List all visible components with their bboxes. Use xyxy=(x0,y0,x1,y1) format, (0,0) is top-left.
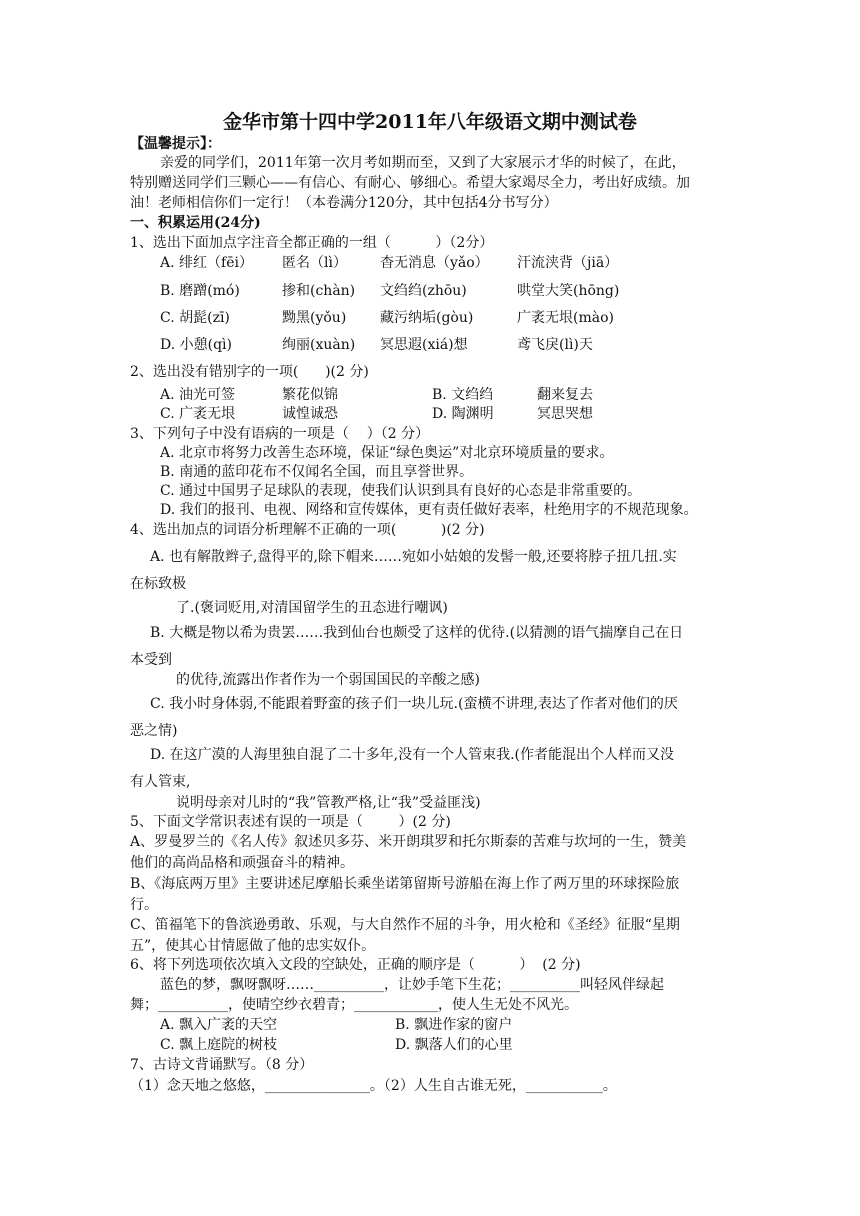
q4-line: D. 在这广漠的人海里独自混了二十多年,没有一个人管束我.(作者能混出个人样而又没 xyxy=(150,747,674,763)
q1-option: 藏污纳垢(gòu) xyxy=(380,310,474,326)
question-7-stem: 7、古诗文背诵默写。（8 分） xyxy=(130,1057,314,1073)
q1-option: 掺和(chàn) xyxy=(282,283,356,299)
q5-line: A、罗曼罗兰的《名人传》叙述贝多芬、米开朗琪罗和托尔斯泰的苦难与坎坷的一生，赞美 xyxy=(130,834,687,850)
q2-option: B. 文绉绉 xyxy=(432,387,494,403)
tip-line: 油！老师相信你们一定行！（本卷满分120分，其中包括4分书写分） xyxy=(130,195,558,211)
q2-option: D. 陶渊明 xyxy=(432,406,494,422)
q3-option: A. 北京市将努力改善生态环境，保证“绿色奥运”对北京环境质量的要求。 xyxy=(160,445,614,461)
q4-line: 的优待,流露出作者作为一个弱国国民的辛酸之感) xyxy=(176,672,480,688)
q4-line: A. 也有解散辫子,盘得平的,除下帽来……宛如小姑娘的发髻一般,还要将脖子扭几扭.实 xyxy=(150,549,677,565)
q1-option: B. 磨蹭(mó) xyxy=(160,283,240,299)
q5-line: 五”，使其心甘情愿做了他的忠实奴仆。 xyxy=(130,938,376,954)
q6-passage: 舞；__________，使晴空纱衣碧青；____________，使人生无处不风光。 xyxy=(130,997,578,1013)
q6-passage: 蓝色的梦，飘呀飘呀……__________，让妙手笔下生花；__________叫轻风伴绿起 xyxy=(160,977,664,993)
q5-line: B、《海底两万里》主要讲述尼摩船长乘坐诺第留斯号游船在海上作了两万里的环球探险旅 xyxy=(130,876,680,892)
q4-line: 在标致极 xyxy=(130,576,186,592)
q2-option: A. 油光可签 xyxy=(160,387,236,403)
q1-option: 哄堂大笑(hōng) xyxy=(517,283,620,299)
question-5-stem: 5、下面文学常识表述有误的一项是（ ）(2 分) xyxy=(130,814,451,830)
q2-option: C. 广袤无垠 xyxy=(160,406,236,422)
q4-line: 本受到 xyxy=(130,652,172,668)
q2-option: 诚惶诚恐 xyxy=(282,406,338,422)
question-4-stem: 4、选出加点的词语分析理解不正确的一项( )(2 分) xyxy=(130,522,485,538)
q1-option: C. 胡髭(zī) xyxy=(160,310,230,326)
question-3-stem: 3、下列句子中没有语病的一项是（ ）（2 分） xyxy=(130,426,430,442)
section-heading: 一、积累运用(24分) xyxy=(130,215,261,231)
q5-line: 他们的高尚品格和顽强奋斗的精神。 xyxy=(130,855,354,871)
q4-line: 恶之情) xyxy=(130,723,178,739)
tip-line: 特别赠送同学们三颗心——有信心、有耐心、够细心。希望大家竭尽全力，考出好成绩。加 xyxy=(130,175,690,191)
q1-option: 黝黑(yǒu) xyxy=(282,310,347,326)
q4-line: 说明母亲对儿时的“我”管教严格,让“我”受益匪浅) xyxy=(176,795,481,811)
q4-line: 了.(褒词贬用,对清国留学生的丑态进行嘲讽) xyxy=(176,600,448,616)
q4-line: 有人管束, xyxy=(130,774,191,790)
q2-option: 冥思哭想 xyxy=(537,406,593,422)
q1-option: 冥思遐(xiá)想 xyxy=(380,337,468,353)
q1-option: 杳无消息（yǎo） xyxy=(380,255,489,271)
q1-option: A. 绯红（fēi） xyxy=(160,255,253,271)
q2-option: 繁花似锦 xyxy=(282,387,338,403)
q6-option: A. 飘入广袤的天空 xyxy=(160,1017,278,1033)
question-1-stem: 1、选出下面加点字注音全都正确的一组（ ）（2分） xyxy=(130,235,494,251)
q4-line: B. 大概是物以希为贵罢……我到仙台也颇受了这样的优待.(以猜测的语气揣摩自己在日 xyxy=(150,625,684,641)
q3-option: B. 南通的蓝印花布不仅闻名全国，而且享誉世界。 xyxy=(160,464,474,480)
page-title: 金华市第十四中学2011年八年级语文期中测试卷 xyxy=(223,111,637,133)
q1-option: D. 小憩(qì) xyxy=(160,337,232,353)
q6-option: B. 飘进作家的窗户 xyxy=(395,1017,513,1033)
tip-line: 亲爱的同学们，2011年第一次月考如期而至，又到了大家展示才华的时候了，在此， xyxy=(160,155,686,171)
q3-option: C. 通过中国男子足球队的表现，使我们认识到具有良好的心态是非常重要的。 xyxy=(160,483,642,499)
q1-option: 匿名（lì） xyxy=(282,255,347,271)
question-6-stem: 6、将下列选项依次填入文段的空缺处，正确的顺序是（ ） (2 分) xyxy=(130,957,581,973)
tip-heading: 【温馨提示】： xyxy=(130,136,221,152)
q5-line: C、笛福笔下的鲁滨逊勇敢、乐观，与大自然作不屈的斗争，用火枪和《圣经》征服“星期 xyxy=(130,917,680,933)
q5-line: 行。 xyxy=(130,897,158,913)
q4-line: C. 我小时身体弱,不能跟着野蛮的孩子们一块儿玩.(蛮横不讲理,表达了作者对他们的厌 xyxy=(150,696,678,712)
q3-option: D. 我们的报刊、电视、网络和宣传媒体，更有责任做好表率，杜绝用字的不规范现象。 xyxy=(160,502,698,518)
q6-option: C. 飘上庭院的树枝 xyxy=(160,1037,278,1053)
q1-option: 文绉绉(zhōu) xyxy=(380,283,467,299)
q1-option: 广袤无垠(mào) xyxy=(517,310,614,326)
q1-option: 鸢飞戾(lì)天 xyxy=(517,337,593,353)
q2-option: 翻来复去 xyxy=(537,387,593,403)
question-2-stem: 2、选出没有错别字的一项( )(2 分) xyxy=(130,364,369,380)
q7-line: （1）念天地之悠悠，_______________。（2）人生自古谁无死，___________。 xyxy=(130,1078,617,1094)
q1-option: 汗流浃背（jiā） xyxy=(517,255,619,271)
q1-option: 绚丽(xuàn) xyxy=(282,337,356,353)
q6-option: D. 飘落人们的心里 xyxy=(395,1037,513,1053)
